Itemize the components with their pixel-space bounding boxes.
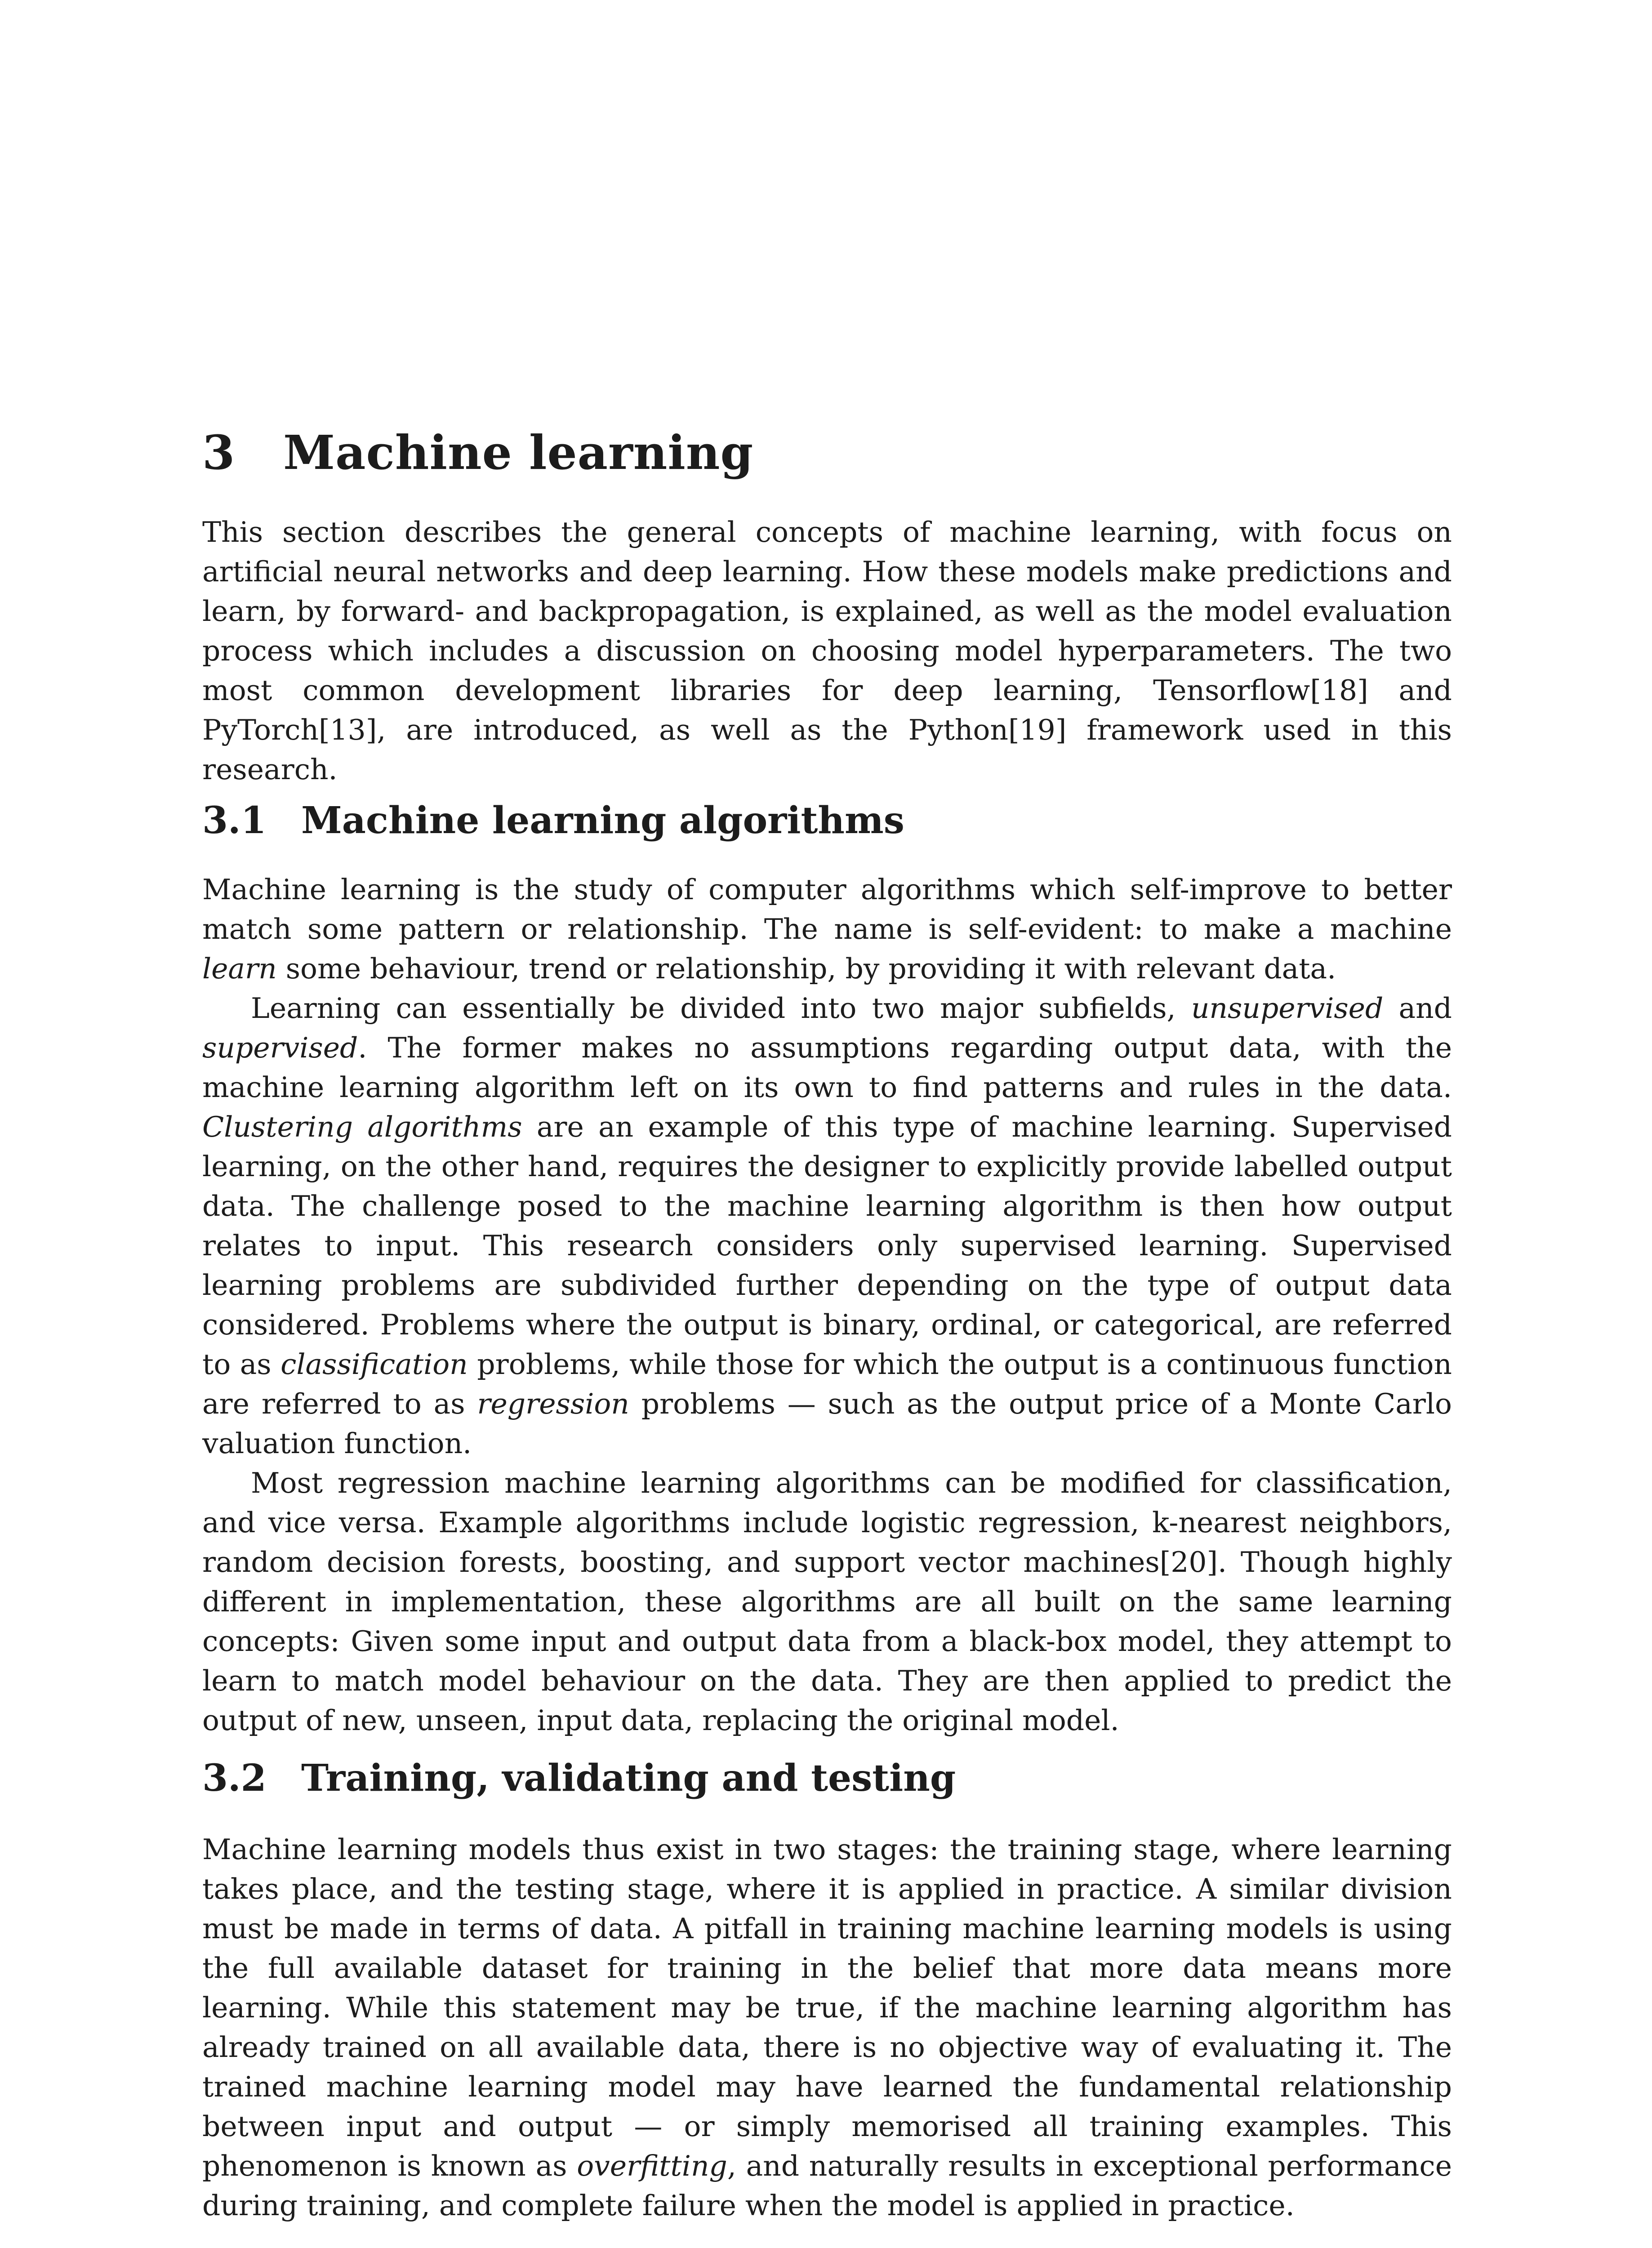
emphasis-text: regression xyxy=(477,1387,629,1420)
chapter-number: 3 xyxy=(202,425,236,480)
chapter-intro xyxy=(202,513,1452,789)
text-run: Machine learning is the study of computer algorithms which self-improve to better match some pattern or relationship. The name is self-evident: to make a machine xyxy=(202,873,1452,946)
section-3-2-body xyxy=(202,1830,1452,2226)
emphasis-text: overfitting xyxy=(577,2150,727,2182)
section-3-1-body xyxy=(202,870,1452,1740)
paragraph xyxy=(202,1830,1452,2226)
text-run: some behaviour, trend or relationship, by providing it with relevant data. xyxy=(276,952,1336,985)
text-run: . The former makes no assumptions regarding output data, with the machine learning algorithm left on its own to find patterns and rules in the data. xyxy=(202,1031,1452,1104)
paragraph: Most regression machine learning algorithms can be modified for classification, and vice versa. Example algorithms include logistic regression, k-nearest neighbors, random decision forests, boosting, and support vector machines[20]. Though highly different in implementation, these algorithms are all built on the same learning concepts: Given some input and output data from a black-box model, they attempt to learn to match model behaviour on the data. They are then applied to predict the output of new, unseen, input data, replacing the original model. xyxy=(202,1467,1452,1737)
section-heading-3-2 xyxy=(202,1758,956,1798)
paragraph xyxy=(202,870,1452,989)
document-page xyxy=(202,0,1452,2248)
chapter-title: Machine learning xyxy=(283,425,754,480)
emphasis-text: classification xyxy=(281,1348,468,1381)
section-title: Machine learning algorithms xyxy=(301,799,904,842)
emphasis-text: Clustering algorithms xyxy=(202,1111,522,1143)
paragraph xyxy=(202,989,1452,1463)
section-number: 3.1 xyxy=(202,799,267,842)
intro-paragraph: This section describes the general concepts of machine learning, with focus on artificial neural networks and deep learning. How these models make predictions and learn, by forward- and backpropagation, is explained, as well as the model evaluation process which includes a discussion on choosing model hyperparameters. The two most common development libraries for deep learning, Tensorflow[18] and PyTorch[13], are introduced, as well as the Python[19] framework used in this research. xyxy=(202,516,1452,786)
text-run: , and naturally results in exceptional performance during training, and complete failure when the model is applied in practice. xyxy=(202,2150,1452,2222)
emphasis-text: learn xyxy=(202,952,277,985)
text-run: Machine learning models thus exist in two stages: the training stage, where learning takes place, and the testing stage, where it is applied in practice. A similar division must be made in terms of data. A pitfall in training machine learning models is using the full available dataset for training in the belief that more data means more learning. While this statement may be true, if the machine learning algorithm has already trained on all available data, there is no objective way of evaluating it. The trained machine learning model may have learned the fundamental relationship between input and output — or simply memorised all training examples. This phenomenon is known as xyxy=(202,1833,1452,2182)
text-run: problems, while those for which the output is a continuous function are referred to as xyxy=(202,1348,1452,1420)
text-run: Learning can essentially be divided into two major subfields, xyxy=(251,992,1191,1025)
section-heading-3-1 xyxy=(202,800,904,841)
chapter-heading xyxy=(202,427,753,478)
text-run: and xyxy=(1383,992,1452,1025)
emphasis-text: supervised xyxy=(202,1031,358,1064)
text-run: problems — such as the output price of a Monte Carlo valuation function. xyxy=(202,1387,1452,1460)
text-run: are an example of this type of machine learning. Supervised learning, on the other hand, requires the designer to explicitly provide labelled output data. The challenge posed to the machine learning algorithm is then how output relates to input. This research considers only supervised learning. Supervised learning problems are subdivided further depending on the type of output data considered. Problems where the output is binary, ordinal, or categorical, are referred to as xyxy=(202,1111,1452,1381)
emphasis-text: unsupervised xyxy=(1191,992,1384,1025)
section-title: Training, validating and testing xyxy=(301,1757,956,1800)
section-number: 3.2 xyxy=(202,1757,267,1800)
